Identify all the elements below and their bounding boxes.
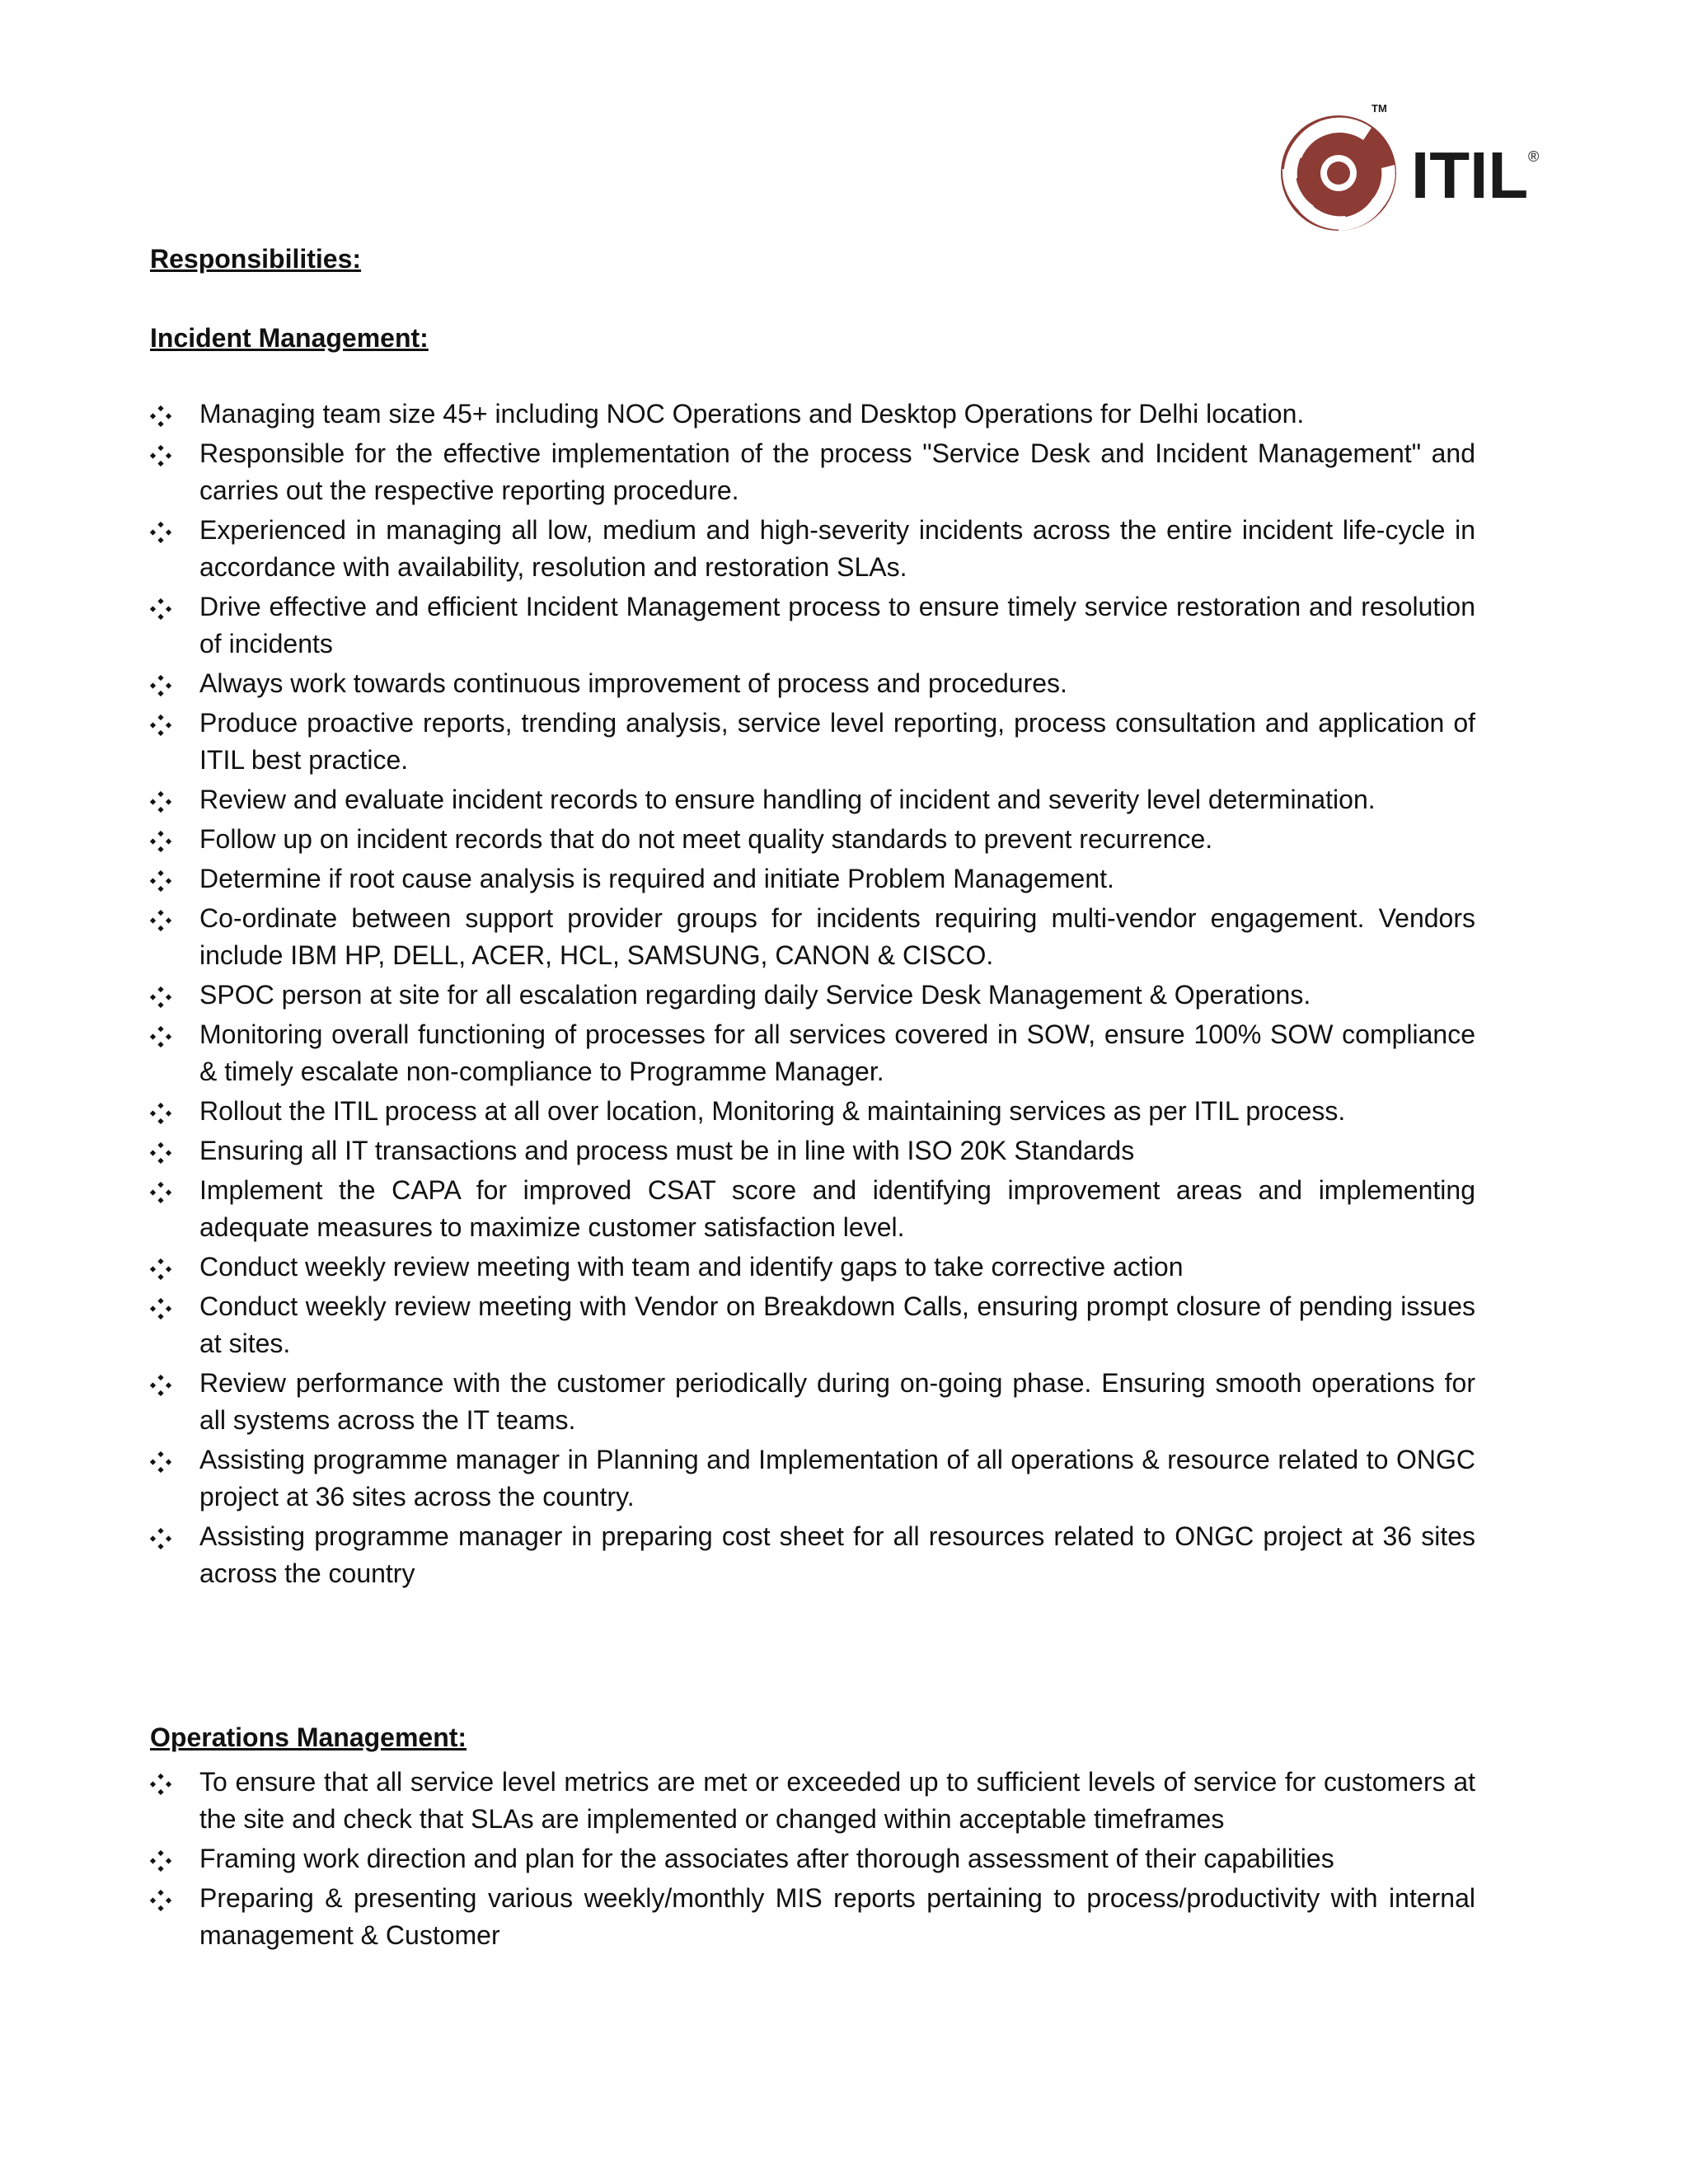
four-diamond-bullet-icon [150, 1528, 171, 1549]
itil-logo-text: ITIL [1411, 138, 1529, 212]
four-diamond-bullet-icon [150, 1451, 171, 1473]
operations-management-heading: Operations Management: [150, 1722, 467, 1752]
list-item [150, 1441, 1475, 1516]
list-item [150, 860, 1475, 898]
list-item-text: Responsible for the effective implementation of the process "Service Desk and Incident Management" and carries out the respective reporting procedure. [199, 438, 1475, 505]
registered-mark: ® [1528, 148, 1540, 165]
list-item-text: Assisting programme manager in preparing cost sheet for all resources related to ONGC project at 36 sites across the country [199, 1521, 1475, 1588]
list-item [150, 665, 1475, 702]
list-item [150, 512, 1475, 586]
list-item-text: Conduct weekly review meeting with Vendor on Breakdown Calls, ensuring prompt closure of pending issues at sites. [199, 1291, 1475, 1358]
four-diamond-bullet-icon [150, 791, 171, 813]
four-diamond-bullet-icon [150, 1182, 171, 1203]
list-item [150, 977, 1475, 1014]
list-item-text: Review and evaluate incident records to ensure handling of incident and severity level determination. [199, 785, 1376, 814]
four-diamond-bullet-icon [150, 715, 171, 736]
list-item-text: Ensuring all IT transactions and process must be in line with ISO 20K Standards [199, 1136, 1135, 1165]
four-diamond-bullet-icon [150, 675, 171, 696]
trademark-mark: TM [1372, 102, 1387, 115]
list-item-text: Rollout the ITIL process at all over location, Monitoring & maintaining services as per ITIL process. [199, 1096, 1346, 1126]
list-item [150, 1249, 1475, 1286]
list-item-text: Co-ordinate between support provider groups for incidents requiring multi-vendor engagement. Vendors include IBM HP, DELL, ACER, HCL, SAMSUNG, CANON & CISCO. [199, 903, 1475, 970]
list-item-text: Review performance with the customer periodically during on-going phase. Ensuring smooth operations for all systems across the IT teams. [199, 1368, 1475, 1435]
list-item-text: Experienced in managing all low, medium and high-severity incidents across the entire incident life-cycle in accordance with availability, resolution and restoration SLAs. [199, 515, 1475, 582]
list-item-text: Preparing & presenting various weekly/monthly MIS reports pertaining to process/productivity with internal management & Customer [199, 1883, 1475, 1950]
list-item-text: Framing work direction and plan for the associates after thorough assessment of their capabilities [199, 1844, 1334, 1873]
list-item-text: Implement the CAPA for improved CSAT score and identifying improvement areas and implementing adequate measures to maximize customer satisfaction level. [199, 1175, 1475, 1242]
list-item [150, 821, 1475, 858]
four-diamond-bullet-icon [150, 870, 171, 892]
four-diamond-bullet-icon [150, 405, 171, 427]
list-item [150, 705, 1475, 779]
list-item [150, 1093, 1475, 1130]
four-diamond-bullet-icon [150, 1258, 171, 1280]
four-diamond-bullet-icon [150, 987, 171, 1008]
list-item [150, 1365, 1475, 1439]
list-item-text: Determine if root cause analysis is required and initiate Problem Management. [199, 864, 1114, 893]
incident-management-heading: Incident Management: [150, 323, 429, 353]
responsibilities-heading: Responsibilities: [150, 244, 362, 274]
list-item [150, 781, 1475, 818]
list-item [150, 1016, 1475, 1090]
four-diamond-bullet-icon [150, 1026, 171, 1047]
operations-management-list [150, 1764, 1475, 1954]
four-diamond-bullet-icon [150, 1890, 171, 1911]
list-item [150, 588, 1475, 663]
list-item-text: Conduct weekly review meeting with team and identify gaps to take corrective action [199, 1252, 1184, 1282]
list-item [150, 1764, 1475, 1838]
list-item [150, 1518, 1475, 1592]
four-diamond-bullet-icon [150, 1142, 171, 1164]
four-diamond-bullet-icon [150, 1298, 171, 1319]
list-item-text: To ensure that all service level metrics are met or exceeded up to sufficient levels of service for customers at the site and check that SLAs are implemented or changed within acceptable timeframes [199, 1767, 1475, 1834]
four-diamond-bullet-icon [150, 1850, 171, 1872]
list-item-text: Follow up on incident records that do not meet quality standards to prevent recurrence. [199, 824, 1213, 854]
four-diamond-bullet-icon [150, 910, 171, 931]
four-diamond-bullet-icon [150, 522, 171, 543]
incident-management-list [150, 396, 1475, 1592]
itil-logo-icon [1266, 97, 1550, 244]
list-item-text: Produce proactive reports, trending analysis, service level reporting, process consultation and application of ITIL best practice. [199, 708, 1475, 775]
list-item [150, 900, 1475, 974]
list-item [150, 435, 1475, 509]
list-item-text: Always work towards continuous improvement of process and procedures. [199, 668, 1067, 698]
four-diamond-bullet-icon [150, 1375, 171, 1396]
list-item-text: Managing team size 45+ including NOC Operations and Desktop Operations for Delhi location. [199, 399, 1305, 429]
list-item-text: Monitoring overall functioning of processes for all services covered in SOW, ensure 100% SOW compliance & timely escalate non-compliance to Programme Manager. [199, 1019, 1475, 1086]
list-item [150, 1132, 1475, 1169]
list-item [150, 396, 1475, 433]
list-item-text: Drive effective and efficient Incident Management process to ensure timely service restoration and resolution of incidents [199, 592, 1475, 658]
list-item-text: SPOC person at site for all escalation regarding daily Service Desk Management & Operations. [199, 980, 1311, 1010]
list-item [150, 1880, 1475, 1954]
list-item-text: Assisting programme manager in Planning and Implementation of all operations & resource related to ONGC project at 36 sites across the country. [199, 1445, 1475, 1511]
four-diamond-bullet-icon [150, 831, 171, 852]
four-diamond-bullet-icon [150, 1103, 171, 1124]
list-item [150, 1288, 1475, 1362]
itil-logo [1266, 97, 1550, 244]
four-diamond-bullet-icon [150, 445, 171, 466]
document-body [150, 239, 1475, 1957]
list-item [150, 1840, 1475, 1877]
list-item [150, 1172, 1475, 1246]
four-diamond-bullet-icon [150, 598, 171, 620]
four-diamond-bullet-icon [150, 1774, 171, 1795]
